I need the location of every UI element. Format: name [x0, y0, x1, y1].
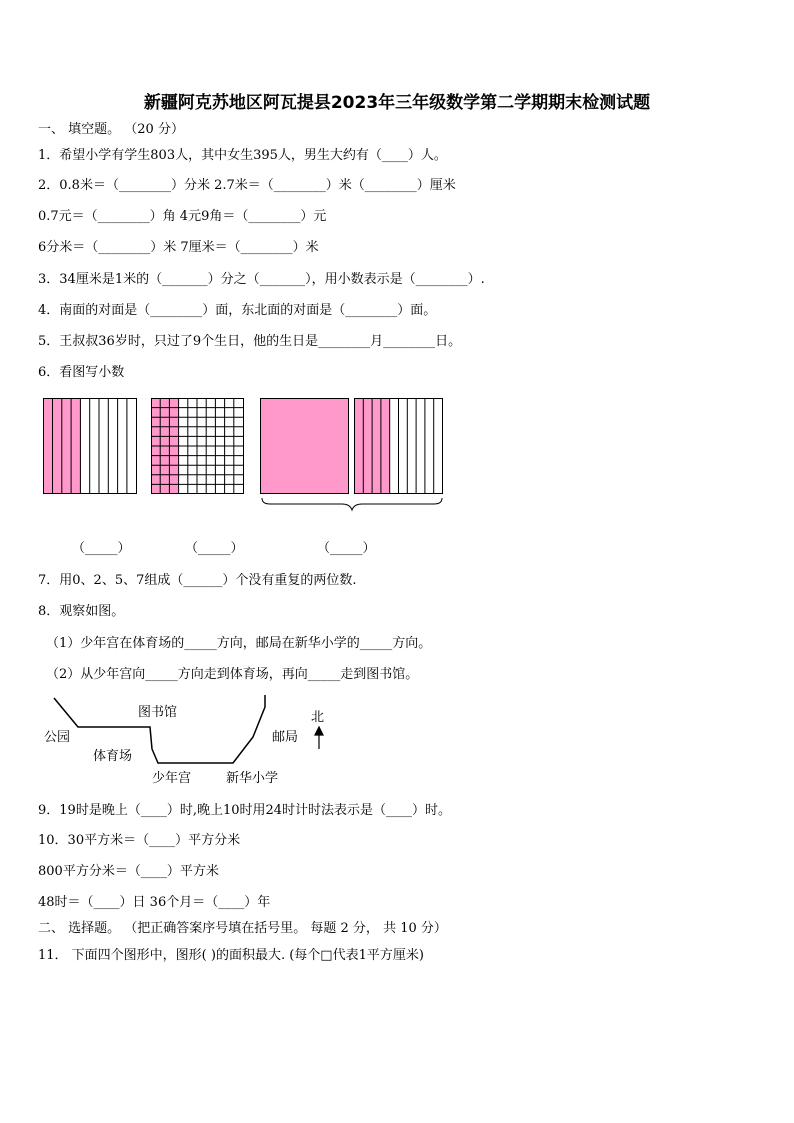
question-6: 6．看图写小数 — [38, 365, 125, 380]
map-label-north: 北 — [311, 710, 325, 725]
question-8-part-2: （2）从少年宫向_____方向走到体育场，再向_____走到图书馆。 — [46, 667, 419, 682]
question-11: 11． 下面四个图形中，图形( )的面积最大. (每个□代表1平方厘米) — [38, 948, 424, 963]
question-8-part-1: （1）少年宫在体育场的_____方向，邮局在新华小学的_____方向。 — [46, 636, 432, 651]
question-10a: 10．30平方米＝（____）平方分米 — [38, 833, 241, 848]
decimal-figure-strips — [43, 398, 138, 494]
figure-1-answer: （_____） — [72, 541, 131, 556]
map-label-park: 公园 — [44, 730, 71, 745]
map-label-xinhua-school: 新华小学 — [226, 771, 279, 786]
section-2-heading: 二、 选择题。 （把正确答案序号填在括号里。 每题 2 分， 共 10 分） — [38, 921, 447, 936]
question-7: 7．用0、2、5、7组成（______）个没有重复的两位数. — [38, 573, 357, 588]
map-label-gym: 体育场 — [93, 749, 133, 764]
page-title: 新疆阿克苏地区阿瓦提县2023年三年级数学第二学期期末检测试题 — [143, 93, 651, 113]
question-5: 5．王叔叔36岁时，只过了9个生日，他的生日是________月________日。 — [38, 334, 462, 349]
question-4: 4．南面的对面是（________）面，东北面的对面是（________）面。 — [38, 303, 437, 318]
decimal-figure-mixed — [260, 398, 445, 513]
question-1: 1．希望小学有学生803人，其中女生395人，男生大约有（____）人。 — [38, 148, 447, 163]
question-10c: 48时＝（____）日 36个月＝（____）年 — [38, 895, 271, 910]
question-8: 8．观察如图。 — [38, 604, 125, 619]
decimal-figure-grid — [151, 398, 244, 494]
section-1-heading: 一、 填空题。 （20 分） — [38, 122, 184, 137]
question-2b: 0.7元＝（________）角 4元9角＝（________）元 — [38, 209, 327, 224]
figure-2-answer: （_____） — [185, 541, 244, 556]
map-label-library: 图书馆 — [138, 705, 178, 720]
question-3: 3．34厘米是1米的（_______）分之（_______），用小数表示是（________）. — [38, 272, 485, 287]
map-label-youth-palace: 少年宫 — [152, 771, 192, 786]
figure-3-answer: （_____） — [317, 541, 376, 556]
question-2a: 2．0.8米＝（________）分米 2.7米＝（________）米（________）厘米 — [38, 178, 456, 193]
question-10b: 800平方分米＝（____）平方米 — [38, 864, 219, 879]
map-label-post-office: 邮局 — [272, 730, 299, 745]
question-2c: 6分米＝（________）米 7厘米＝（________）米 — [38, 240, 319, 255]
question-9: 9．19时是晚上（____）时,晚上10时用24时计时法表示是（____）时。 — [38, 803, 452, 818]
